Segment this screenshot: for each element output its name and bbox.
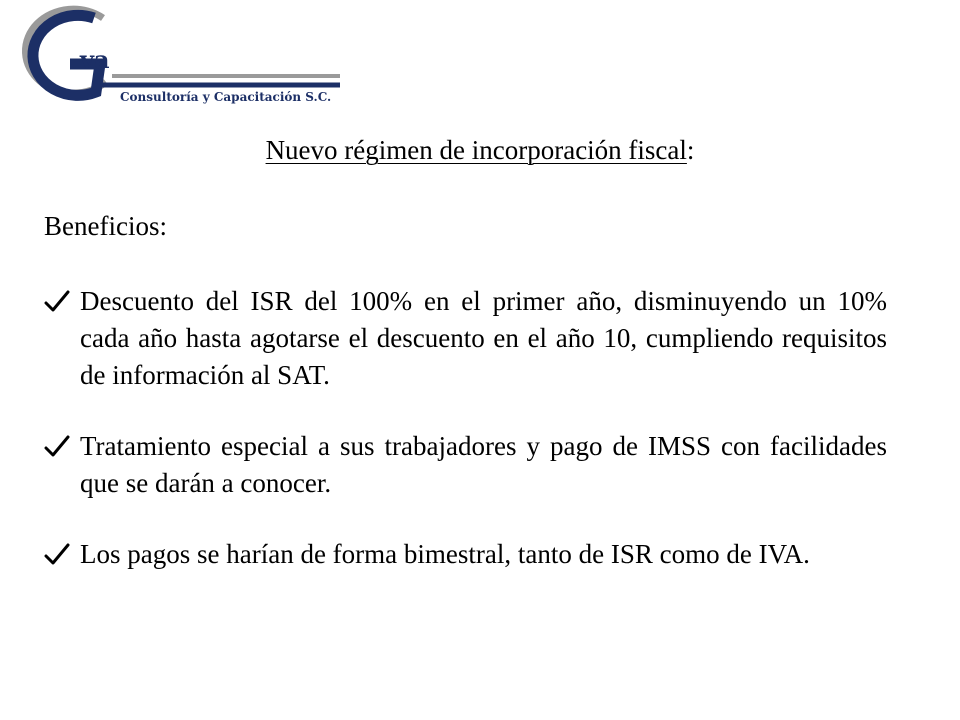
title-colon: : <box>686 135 695 165</box>
logo-company-name: Consultoría y Capacitación S.C. <box>120 90 332 104</box>
section-subheading: Beneficios: <box>44 211 167 241</box>
logo-letters: va <box>80 45 110 74</box>
list-item <box>44 536 887 573</box>
benefits-list <box>44 283 887 573</box>
list-item <box>44 428 887 502</box>
slide-title <box>0 132 960 168</box>
checkmark-icon <box>44 435 70 459</box>
list-item <box>44 283 887 394</box>
list-item-text: Descuento del ISR del 100% en el primer año, disminuyendo un 10% cada año hasta agotarse el descuento en el año 10, cumpliendo requisitos de información al SAT. <box>80 286 887 390</box>
list-item-text: Los pagos se harían de forma bimestral, tanto de ISR como de IVA. <box>80 539 810 569</box>
company-logo <box>0 0 350 115</box>
checkmark-icon <box>44 543 70 567</box>
list-item-text: Tratamiento especial a sus trabajadores y pago de IMSS con facilidades que se darán a conocer. <box>80 431 887 498</box>
checkmark-icon <box>44 290 70 314</box>
title-text: Nuevo régimen de incorporación fiscal <box>265 135 687 165</box>
